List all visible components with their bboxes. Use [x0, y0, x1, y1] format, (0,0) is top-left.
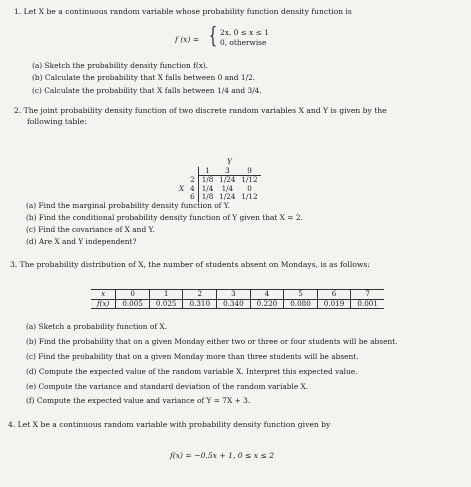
table-cell: 1/8 — [201, 175, 214, 185]
table-cell: 4 — [250, 290, 284, 300]
q4-intro: 4. Let X be a continuous random variable with probability density function given by — [8, 420, 331, 429]
fx-header: f(x) — [91, 299, 116, 309]
table-cell: 0.005 — [116, 299, 150, 309]
table-cell: 5 — [284, 290, 318, 300]
table-cell: 1/24 — [219, 192, 236, 202]
table-cell: 1/4 — [221, 183, 234, 193]
table-cell: 0.019 — [317, 299, 351, 309]
q2-part-d: (d) Are X and Y independent? — [26, 237, 137, 246]
y-value: 3 — [216, 167, 238, 176]
x-value: 4 — [187, 185, 198, 194]
table-cell: 1/12 — [241, 175, 258, 185]
q1-brace: { — [208, 24, 218, 49]
x-value: 6 — [187, 193, 198, 202]
table-cell: 3 — [217, 290, 251, 300]
q2-intro-line1: 2. The joint probability density function of two discrete random variables X and Y is given by the — [14, 106, 387, 115]
q1-case-1: 2x, 0 ≤ x ≤ 1 — [220, 28, 269, 37]
table-row — [91, 290, 384, 300]
x-header: x — [91, 290, 116, 300]
q1-intro: 1. Let X be a continuous random variable whose probability function density function is — [14, 7, 352, 16]
y-value: 9 — [238, 167, 260, 176]
q1-part-c: (c) Calculate the probability that X falls between 1/4 and 3/4. — [32, 86, 262, 95]
q4-formula: f(x) = −0.5x + 1, 0 ≤ x ≤ 2 — [170, 451, 275, 460]
table-cell: 1/24 — [219, 175, 236, 185]
table-cell: 2 — [183, 290, 217, 300]
q3-part-c: (c) Find the probability that on a given Monday more than three students will be absent. — [26, 352, 359, 361]
x-variable-label: X — [179, 183, 185, 193]
probability-distribution-table — [91, 289, 384, 309]
table-cell: 6 — [317, 290, 351, 300]
table-cell: 1 — [149, 290, 183, 300]
q3-intro: 3. The probability distribution of X, the number of students absent on Mondays, is as follows: — [10, 260, 370, 269]
q1-fx-label: f (x) = — [175, 35, 200, 44]
table-row — [91, 299, 384, 309]
q2-part-b: (b) Find the conditional probability density function of Y given that X = 2. — [26, 213, 303, 222]
y-variable-label: Y — [227, 157, 232, 166]
table-cell: 0.220 — [250, 299, 284, 309]
x-value: 2 — [187, 176, 198, 185]
q3-part-a: (a) Sketch a probability function of X. — [26, 322, 168, 331]
q1-part-b: (b) Calculate the probability that X falls between 0 and 1/2. — [32, 73, 256, 82]
table-cell: 0.001 — [351, 299, 384, 309]
table-cell: 0.340 — [217, 299, 251, 309]
q2-intro-line2: following table: — [27, 117, 87, 126]
table-cell: 0.080 — [284, 299, 318, 309]
joint-probability-table — [176, 158, 261, 202]
table-cell: 0.025 — [149, 299, 183, 309]
table-cell: 7 — [351, 290, 384, 300]
q3-part-e: (e) Compute the variance and standard deviation of the random variable X. — [26, 382, 309, 391]
q2-part-c: (c) Find the covariance of X and Y. — [26, 225, 155, 234]
table-cell: 1/8 — [201, 192, 214, 202]
q3-part-b: (b) Find the probability that on a given Monday either two or three or four students will be absent. — [26, 337, 398, 346]
q3-part-d: (d) Compute the expected value of the random variable X. Interpret this expected value. — [26, 367, 358, 376]
table-cell: 1/12 — [241, 192, 258, 202]
q2-part-a: (a) Find the marginal probability density function of Y. — [26, 201, 231, 210]
table-cell: 0 — [116, 290, 150, 300]
table-cell: 0 — [247, 183, 252, 193]
table-cell: 1/4 — [201, 183, 214, 193]
q1-case-2: 0, otherwise — [220, 38, 267, 47]
q1-part-a: (a) Sketch the probability density function f(x). — [32, 61, 209, 70]
q3-part-f: (f) Compute the expected value and variance of Y = 7X + 3. — [26, 396, 251, 405]
table-cell: 0.310 — [183, 299, 217, 309]
y-value: 1 — [198, 167, 216, 176]
